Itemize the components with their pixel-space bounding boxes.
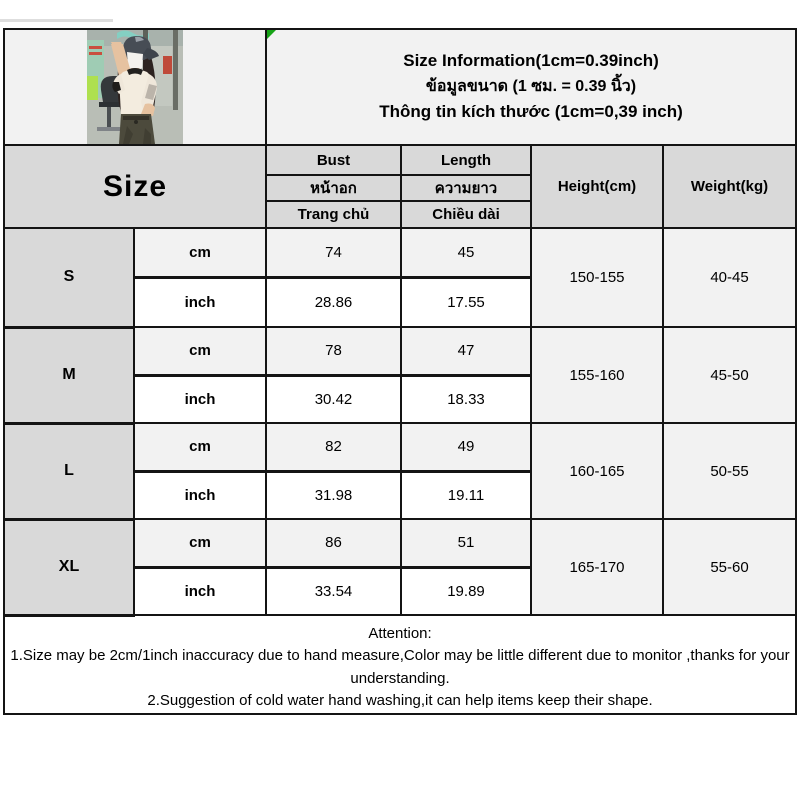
length-header-en: Length — [401, 145, 531, 175]
xl-length-cm: 51 — [401, 519, 531, 567]
xl-length-inch: 19.89 — [401, 567, 531, 615]
product-photo-cell — [4, 29, 266, 145]
xl-weight-range: 55-60 — [663, 519, 796, 615]
unit-cell-inch: inch — [134, 567, 266, 615]
unit-cell-inch: inch — [134, 375, 266, 423]
unit-cell-cm: cm — [134, 228, 266, 277]
bust-header-en: Bust — [266, 145, 401, 175]
size-info-title-vi: Thông tin kích thước (1cm=0,39 inch) — [379, 102, 683, 122]
size-chart-sheet — [3, 28, 795, 715]
m-length-cm: 47 — [401, 327, 531, 375]
size-row-label-l: L — [4, 423, 134, 519]
size-info-title-en: Size Information(1cm=0.39inch) — [403, 51, 659, 71]
size-information-cell — [266, 29, 796, 145]
weight-header: Weight(kg) — [663, 145, 796, 228]
unit-cell-inch: inch — [134, 277, 266, 327]
bust-header-vi: Trang chủ — [266, 201, 401, 228]
size-column-header: Size — [4, 145, 266, 228]
m-height-range: 155-160 — [531, 327, 663, 423]
xl-bust-cm: 86 — [266, 519, 401, 567]
s-weight-range: 40-45 — [663, 228, 796, 327]
bust-header-th: หน้าอก — [266, 175, 401, 201]
attention-title: Attention: — [368, 624, 432, 642]
m-weight-range: 45-50 — [663, 327, 796, 423]
size-info-title-th: ข้อมูลขนาด (1 ซม. = 0.39 นิ้ว) — [425, 77, 637, 95]
unit-cell-cm: cm — [134, 327, 266, 375]
m-length-inch: 18.33 — [401, 375, 531, 423]
attention-note-1: 1.Size may be 2cm/1inch inaccuracy due to hand measure,Color may be little different due to monitor ,thanks for your understanding. — [10, 647, 790, 687]
unit-cell-cm: cm — [134, 423, 266, 471]
size-chart-table — [3, 28, 797, 715]
s-height-range: 150-155 — [531, 228, 663, 327]
m-bust-inch: 30.42 — [266, 375, 401, 423]
s-length-inch: 17.55 — [401, 277, 531, 327]
s-bust-cm: 74 — [266, 228, 401, 277]
m-bust-cm: 78 — [266, 327, 401, 375]
attention-note-2: 2.Suggestion of cold water hand washing,it can help items keep their shape. — [147, 692, 653, 709]
l-bust-cm: 82 — [266, 423, 401, 471]
xl-bust-inch: 33.54 — [266, 567, 401, 615]
l-bust-inch: 31.98 — [266, 471, 401, 519]
screenshot-artifact-line — [0, 19, 113, 22]
s-bust-inch: 28.86 — [266, 277, 401, 327]
l-length-inch: 19.11 — [401, 471, 531, 519]
unit-cell-inch: inch — [134, 471, 266, 519]
l-length-cm: 49 — [401, 423, 531, 471]
size-row-label-xl: XL — [4, 519, 134, 615]
attention-cell — [4, 615, 796, 714]
size-row-label-m: M — [4, 327, 134, 423]
s-length-cm: 45 — [401, 228, 531, 277]
unit-cell-cm: cm — [134, 519, 266, 567]
length-header-vi: Chiều dài — [401, 201, 531, 228]
product-photo — [87, 30, 183, 144]
cell-comment-flag-icon — [267, 30, 276, 39]
l-weight-range: 50-55 — [663, 423, 796, 519]
height-header: Height(cm) — [531, 145, 663, 228]
xl-height-range: 165-170 — [531, 519, 663, 615]
length-header-th: ความยาว — [401, 175, 531, 201]
l-height-range: 160-165 — [531, 423, 663, 519]
size-row-label-s: S — [4, 228, 134, 327]
